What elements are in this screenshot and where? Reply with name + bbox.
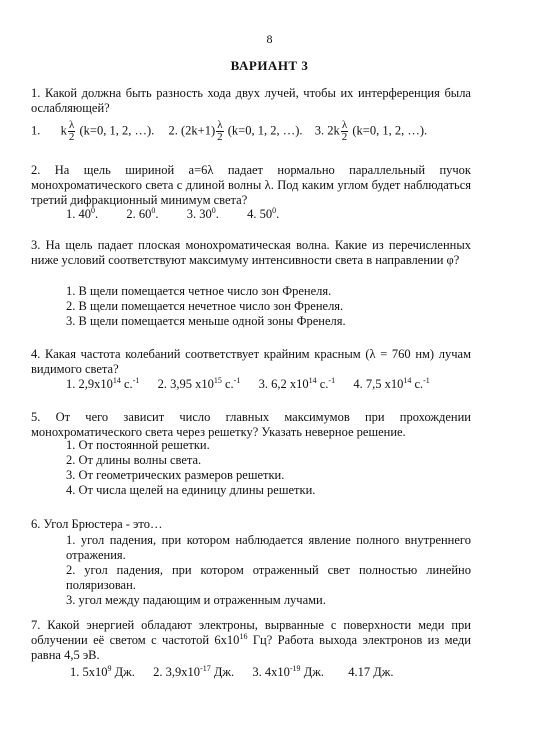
question-7-text — [31, 618, 471, 663]
option-pre: 3. 4x10 — [252, 665, 290, 679]
option-exp: 15 — [213, 376, 222, 385]
question-7-text-part2: Гц? Работа выхода электронов из меди равна 4,5 эВ. — [31, 633, 471, 662]
lambda-over-2 — [216, 120, 224, 143]
question-4-option-1 — [66, 377, 139, 392]
question-4 — [31, 347, 471, 377]
question-7-text-part1: 7. Какой энергией обладают электроны, вырванные с поверхности меди при облучении её светом с частотой 6x10 — [31, 618, 471, 647]
option-post: с. — [316, 377, 329, 391]
lambda-over-2 — [68, 120, 76, 143]
question-7-option-4 — [348, 665, 393, 680]
frequency-exp: 16 — [239, 632, 248, 641]
question-1-text: 1. Какой должна быть разность хода двух лучей, чтобы их интерференция была ослабляющей? — [31, 86, 471, 115]
option-post: с. — [221, 377, 234, 391]
option-pre: 2. 3,95 x10 — [157, 377, 214, 391]
option-text: 1. 40 — [66, 207, 91, 221]
option-pre: 1. 2,9x10 — [66, 377, 113, 391]
option-exp: -17 — [200, 664, 211, 673]
question-5-option-4: 4. От числа щелей на единицу длины решетки. — [66, 483, 316, 497]
option-post: Дж. — [300, 665, 324, 679]
question-6-option-2: 2. угол падения, при котором отраженный свет полностью линейно поляризован. — [66, 563, 471, 592]
option-post: с. — [120, 377, 133, 391]
question-6 — [31, 517, 471, 532]
question-2 — [31, 163, 471, 208]
question-4-option-3 — [259, 377, 335, 392]
option-exp: 14 — [308, 376, 317, 385]
question-4-option-4 — [353, 377, 429, 392]
frac-num: λ — [341, 119, 348, 131]
question-1-lead: 1. — [31, 123, 41, 138]
question-2-options — [66, 207, 279, 222]
question-7-option-2 — [153, 665, 234, 680]
question-2-option-4: 4. $50^0$. — [247, 206, 280, 221]
unit-exp: -1 — [328, 376, 336, 385]
option-2-pre: 2. (2k+1) — [168, 123, 216, 138]
question-5-options — [66, 438, 315, 498]
option-exp: 14 — [112, 376, 121, 385]
question-2-text: 2. На щель шириной a=6λ падает нормально параллельный пучок монохроматического света с длиной волны λ. Под каким углом будет наблюдаться третий дифракционный минимум света? — [31, 163, 471, 207]
option-3-pre: 3. 2k — [314, 123, 340, 138]
question-5-option-2: 2. От длины волны света. — [66, 453, 202, 467]
option-pre: 2. 3,9x10 — [153, 665, 201, 679]
degree-sup: 0 — [91, 206, 95, 215]
question-6-option-1: 1. угол падения, при котором наблюдается явление полного внутреннего отражения. — [66, 533, 471, 562]
option-post: Дж. — [210, 665, 235, 679]
option-1-cond: (k=0, 1, 2, …). — [79, 123, 155, 138]
option-exp: 14 — [403, 376, 412, 385]
option-2-cond: (k=0, 1, 2, …). — [227, 123, 303, 138]
question-6-text: 6. Угол Брюстера - это… — [31, 517, 163, 531]
question-3 — [31, 238, 471, 268]
option-pre: 4.17 Дж. — [348, 665, 394, 679]
frac-num: λ — [217, 119, 223, 131]
option-text: 4. 50 — [247, 207, 273, 221]
question-5 — [31, 410, 471, 440]
frac-den: 2 — [217, 131, 223, 143]
variant-title: ВАРИАНТ 3 — [230, 58, 309, 73]
question-3-option-3: 3. В щели помещается меньше одной зоны Френеля. — [66, 314, 346, 328]
question-2-option-2: 2. $60^0$. — [126, 206, 159, 221]
option-post: с. — [411, 377, 424, 391]
option-3-cond: (k=0, 1, 2, …). — [352, 123, 428, 138]
question-7-option-1 — [70, 665, 135, 680]
question-7 — [31, 618, 471, 663]
question-5-option-1: 1. От постоянной решетки. — [66, 438, 210, 452]
question-7-options — [70, 665, 394, 680]
question-5-text: 5. От чего зависит число главных максимумов при прохождении монохроматического света через решетку? Указать неверное решение. — [31, 410, 471, 439]
question-6-option-3: 3. угол между падающим и отраженным лучами. — [66, 593, 326, 607]
question-7-option-3 — [252, 665, 324, 680]
question-3-options — [66, 284, 346, 329]
frac-num: λ — [68, 119, 75, 131]
option-text: 2. 60 — [126, 207, 152, 221]
question-3-option-2: 2. В щели помещается нечетное число зон Френеля. — [66, 299, 344, 313]
option-post: Дж. — [111, 665, 135, 679]
degree-sup: 0 — [211, 206, 216, 215]
question-1-option-3 — [315, 120, 427, 143]
question-1 — [31, 86, 471, 116]
question-4-options — [66, 377, 430, 392]
option-pre: 3. 6,2 x10 — [258, 377, 309, 391]
frac-den: 2 — [341, 131, 348, 143]
question-1-options — [31, 120, 427, 143]
option-pre: 4. 7,5 x10 — [353, 377, 404, 391]
frac-den: 2 — [68, 131, 75, 143]
question-2-option-1: 1. $40^0$. — [66, 206, 99, 221]
question-6-options — [66, 533, 471, 608]
degree-sup: 0 — [151, 206, 156, 215]
unit-exp: -1 — [233, 376, 241, 385]
option-exp: -19 — [289, 664, 301, 673]
unit-exp: -1 — [423, 376, 430, 385]
option-1-k: k — [60, 123, 67, 138]
question-5-option-3: 3. От геометрических размеров решетки. — [66, 468, 285, 482]
option-pre: 1. 5x10 — [70, 665, 108, 679]
question-2-option-3: 3. $30^0$. — [186, 206, 219, 221]
question-3-text: 3. На щель падает плоская монохроматическая волна. Какие из перечисленных ниже условий соответствуют максимуму интенсивности света в направлении φ? — [31, 238, 471, 267]
option-exp: 9 — [107, 664, 112, 673]
option-text: 3. 30 — [186, 207, 212, 221]
question-4-text: 4. Какая частота колебаний соответствует крайним красным (λ = 760 нм) лучам видимого света? — [31, 347, 471, 376]
question-1-option-2 — [169, 120, 303, 143]
question-1-option-1 — [61, 120, 155, 143]
degree-sup: 0 — [272, 206, 277, 215]
question-4-option-2 — [158, 377, 241, 392]
page-number: 8 — [266, 32, 273, 46]
lambda-over-2 — [341, 120, 349, 143]
question-3-option-1: 1. В щели помещается четное число зон Френеля. — [66, 284, 332, 298]
unit-exp: -1 — [132, 376, 140, 385]
